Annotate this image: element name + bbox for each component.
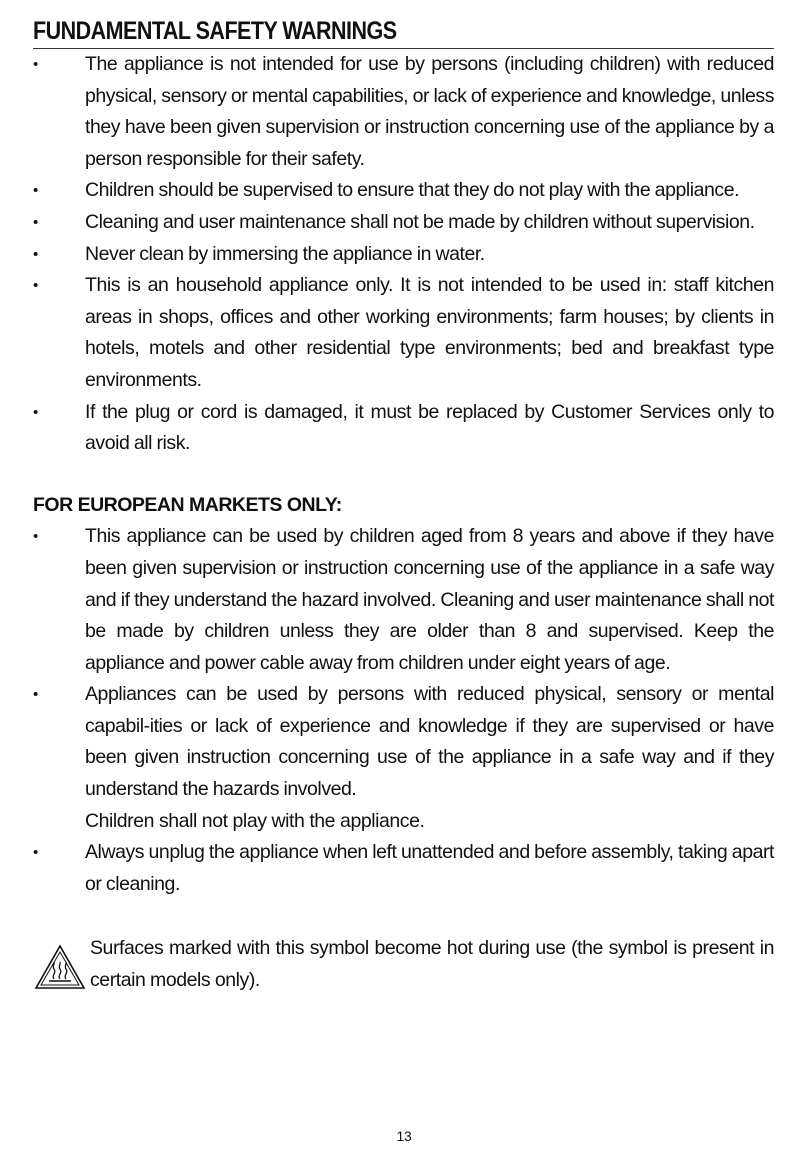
hot-surface-warning-icon <box>33 943 87 991</box>
bullet: • <box>33 277 38 295</box>
bullet: • <box>33 245 38 263</box>
list-item <box>33 239 774 271</box>
bullet: • <box>33 182 38 200</box>
list-item <box>33 175 774 207</box>
list-item-text: Appliances can be used by persons with reduced physical, sensory or mental capabil-ities or lack of experience and knowledge if they are supervised or have been given instruction concerning use of the appliance in a safe way and if they understand the hazards involved. <box>85 683 774 801</box>
list-item-text: Always unplug the appliance when left unattended and before assembly, taking apart or cleaning. <box>85 841 774 895</box>
list-item <box>33 49 774 175</box>
hot-surface-note-text: Surfaces marked with this symbol become hot during use (the symbol is present in certain models only). <box>90 937 774 992</box>
bullet: • <box>33 56 38 73</box>
list-item-text: Never clean by immersing the appliance in water. <box>85 242 485 265</box>
list-item <box>33 207 774 239</box>
list-item-text: This appliance can be used by children aged from 8 years and above if they have been given supervision or instruction concerning use of the appliance in a safe way and if they understand the hazard involved. Cleaning and user maintenance shall not be made by children unless they are older than 8 and supervised. Keep the appliance and power cable away from children under eight years of age. <box>85 525 774 674</box>
bullet: • <box>33 686 38 704</box>
children-play-note: Children shall not play with the appliance. <box>85 809 425 832</box>
hot-surface-note <box>33 933 774 996</box>
manual-page <box>33 12 774 997</box>
list-item <box>33 837 774 900</box>
european-warnings-list <box>33 521 774 805</box>
bullet: • <box>33 213 38 231</box>
bullet: • <box>33 844 38 862</box>
bullet: • <box>33 528 38 546</box>
list-item <box>33 397 774 460</box>
list-item <box>33 270 774 396</box>
list-item-text: The appliance is not intended for use by persons (including children) with reduced physical, sensory or mental capabilities, or lack of experience and knowledge, unless they have been given supervision or instruction concerning use of the appliance by a person responsible for their safety. <box>85 53 774 170</box>
list-item-text: This is an household appliance only. It is not intended to be used in: staff kitchen areas in shops, offices and other working environments; farm houses; by clients in hotels, motels and other residential type environments; bed and breakfast type environments. <box>85 274 774 391</box>
list-item <box>33 521 774 679</box>
fundamental-warnings-list <box>33 49 774 460</box>
list-item-text: Children should be supervised to ensure that they do not play with the appliance. <box>85 179 740 202</box>
list-item <box>33 679 774 805</box>
list-item-text: Cleaning and user maintenance shall not be made by children without supervision. <box>85 210 755 233</box>
bullet: • <box>33 403 38 421</box>
european-warnings-list-continued <box>33 837 774 900</box>
page-number: 13 <box>396 1128 412 1144</box>
list-item-text: If the plug or cord is damaged, it must be replaced by Customer Services only to avoid all risk. <box>85 400 774 455</box>
title-rule <box>33 12 774 49</box>
section-title: FUNDAMENTAL SAFETY WARNINGS <box>33 17 397 45</box>
european-markets-heading: FOR EUROPEAN MARKETS ONLY: <box>33 493 342 516</box>
